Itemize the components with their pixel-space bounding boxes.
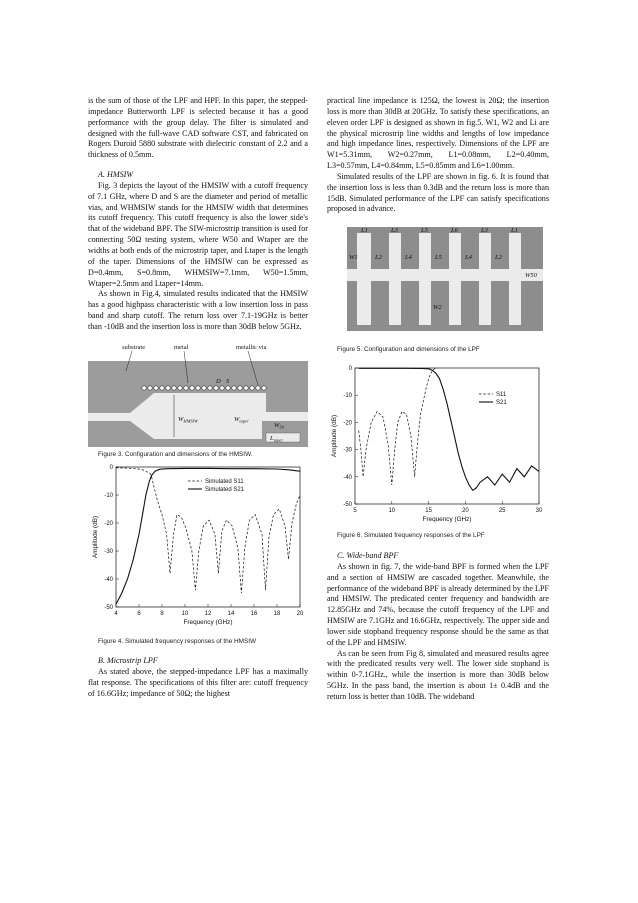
- svg-text:L5: L5: [421, 227, 428, 235]
- svg-text:L1: L1: [361, 227, 368, 235]
- svg-text:W1: W1: [349, 254, 358, 262]
- x-axis-label: Frequency (GHz): [183, 618, 233, 626]
- figure-3-caption: Figure 3. Configuration and dimensions of the HMSIW.: [98, 450, 253, 458]
- x-tick-label: 5: [353, 508, 357, 515]
- y-tick-label: -20: [343, 420, 352, 427]
- svg-text:W2: W2: [433, 304, 442, 312]
- paragraph-lpf-1: As stated above, the stepped-impedance LPF has a maximally flat response. The specifications of this filter are: cutoff frequency of 16.6GHz; impedance of 50Ω; the highest: [88, 667, 308, 698]
- legend-label: S11: [496, 392, 507, 399]
- y-tick-label: -10: [343, 393, 352, 400]
- paragraph-hmsiw-1: Fig. 3 depicts the layout of the HMSIW with a cutoff frequency of 7.1 GHz, where D and S are the diameter and period of metallic vias, and WHMSIW stands for the HMSIW width that determines its cutoff frequency. This cutoff frequency is also the lower side's that of the wideband BPF. The SIW-microstrip transition is used for connecting 50Ω testing system, where W50 and Wtaper are the widths at both ends of the microstrip taper, and Ltaper is the length of the taper. Dimensions of the HMSIW can be expressed as D=0.4mm, S=0.8mm, WHMSIW=7.1mm, W50=1.5mm, Wtaper=2.5mm and Ltaper=14mm.: [88, 180, 308, 288]
- svg-text:L3: L3: [391, 227, 398, 235]
- x-tick-label: 12: [204, 610, 212, 617]
- legend-label: Simulated S21: [205, 486, 245, 493]
- svg-text:L3: L3: [481, 227, 488, 235]
- y-tick-label: -40: [343, 474, 352, 481]
- x-tick-label: 20: [462, 508, 469, 515]
- series-s21: [359, 368, 539, 490]
- paragraph-lpf-specs: practical line impedance is 125Ω, the lowest is 20Ω; the insertion loss is more than 30dB at 20GHz. To satisfy these specifications, an eleven order LPF is designed as shown in fig.5. W1, W2 and Li are the physical microstrip line widths and lengths of low impedance and high impedance lines, respectively. Dimensions of the LPF are W1=5.31mm, W2=0.27mm, L1=0.08mm, L2=0.40mm, L3=0.57mm, L4=0.84mm, L5=0.85mm and L6=1.00mm.: [327, 96, 549, 171]
- paragraph-bpf-1: As shown in fig. 7, the wide-band BPF is formed when the LPF and a section of HMSIW are cascaded together. Meanwhile, the performance of the wideband BPF is already determined by the LPF and HMSIW. The predicated center frequency and bandwidth are 12.85GHz and 74%, because the cutoff frequency of the LPF and HMSIW are 7.1GHz and 16.6GHz, respectively. The upper side and lower side stopband frequency response should be the same as that of the LPF and HMSIW.: [327, 561, 549, 647]
- x-tick-label: 15: [425, 508, 432, 515]
- section-heading-hmsiw: A. HMSIW: [98, 170, 134, 180]
- paragraph-intro: is the sum of those of the LPF and HPF. In this paper, the stepped-impedance Butterworth LPF is selected because it has a good performance with the group delay. The filter is simulated and designed with the full-wave CAD software CST, and fabricated on Rogers Duroid 5880 substrate with dielectric constant of 2.2 and a thickness of 0.5mm.: [88, 96, 308, 160]
- y-tick-label: -40: [104, 576, 113, 583]
- svg-text:L2: L2: [375, 254, 382, 262]
- legend-label: S21: [496, 400, 507, 407]
- figure-3-hmsiw-layout: [88, 343, 308, 447]
- y-tick-label: 0: [109, 464, 113, 471]
- figure-5-caption: Figure 5. Configuration and dimensions of the LPF: [337, 346, 480, 354]
- x-tick-label: 8: [160, 610, 164, 617]
- y-tick-label: -30: [104, 548, 113, 555]
- x-tick-label: 10: [388, 508, 396, 515]
- svg-text:L4: L4: [465, 254, 472, 262]
- svg-text:L4: L4: [405, 254, 412, 262]
- label-w-hmsiw: WHMSIW: [178, 415, 198, 424]
- y-axis-label: Amplitude (dB): [92, 515, 99, 558]
- section-heading-bpf: C. Wide-band BPF: [337, 550, 399, 560]
- series-s11: [359, 368, 438, 485]
- y-axis-label: Amplitude (dB): [331, 414, 338, 458]
- y-tick-label: 0: [348, 366, 352, 373]
- figure-5-lpf-layout: [327, 223, 549, 343]
- y-tick-label: -50: [104, 604, 113, 611]
- x-tick-label: 4: [114, 610, 118, 617]
- label-substrate: substrate: [122, 343, 146, 351]
- paragraph-lpf-results: Simulated results of the LPF are shown in fig. 6. It is found that the insertion loss is less than 0.3dB and the return loss is more than 15dB. Simulated performance of the LPF can satisfy specifications proposed in advance.: [327, 171, 549, 214]
- svg-text:L6: L6: [451, 227, 458, 235]
- x-tick-label: 30: [535, 508, 543, 515]
- via-row: [142, 386, 266, 390]
- label-d: D: [216, 377, 221, 385]
- y-tick-label: -10: [104, 492, 113, 499]
- y-tick-label: -30: [343, 447, 352, 454]
- legend-label: Simulated S11: [205, 478, 244, 485]
- figure-6-chart: [327, 362, 549, 527]
- label-l-taper: Ltaper: [270, 434, 284, 443]
- label-metal: metal: [174, 343, 189, 351]
- x-tick-label: 6: [137, 610, 141, 617]
- x-tick-label: 16: [250, 610, 258, 617]
- svg-text:L1: L1: [511, 227, 518, 235]
- right-column: [327, 96, 549, 703]
- x-tick-label: 18: [273, 610, 281, 617]
- figure-4-chart: [88, 461, 308, 631]
- label-metallic-via: metallic via: [236, 343, 267, 351]
- svg-text:W50: W50: [525, 272, 537, 280]
- x-tick-label: 10: [181, 610, 189, 617]
- label-w-taper: Wtaper: [234, 415, 249, 424]
- plot-frame: [355, 368, 539, 504]
- label-w50: W50: [274, 421, 284, 430]
- x-tick-label: 20: [296, 610, 304, 617]
- x-tick-label: 25: [498, 508, 506, 515]
- paragraph-hmsiw-2: As shown in Fig.4, simulated results indicated that the HMSIW has a good highpass characteristic with a low insertion loss in pass band and sharp cutoff. The return loss over 7.1-19GHz is better than -10dB and the insertion loss is more than 30dB below 5GHz.: [88, 289, 308, 331]
- x-axis-label: Frequency (GHz): [422, 516, 472, 524]
- paragraph-bpf-2: As can be seen from Fig 8, simulated and measured results agree with the predicated results very well. The lower side stopband is within 0-7.1GHz., while the insertion is more than 30dB below 5GHz. In the pass band, the insertion is about 1± 0.4dB and the return loss is better than 10dB. The wideband: [327, 648, 549, 701]
- svg-text:L2: L2: [495, 254, 502, 262]
- y-tick-label: -20: [104, 520, 113, 527]
- svg-text:L5: L5: [435, 254, 442, 262]
- y-tick-label: -50: [343, 502, 352, 509]
- label-s: S: [226, 377, 230, 385]
- x-tick-label: 14: [227, 610, 235, 617]
- left-column: [88, 96, 308, 700]
- section-heading-lpf: B. Microstrip LPF: [98, 656, 158, 666]
- figure-4-caption: Figure 4. Simulated frequency responses of the HMSIW: [98, 637, 257, 645]
- figure-6-caption: Figure 6. Simulated frequency responses of the LPF: [337, 532, 485, 540]
